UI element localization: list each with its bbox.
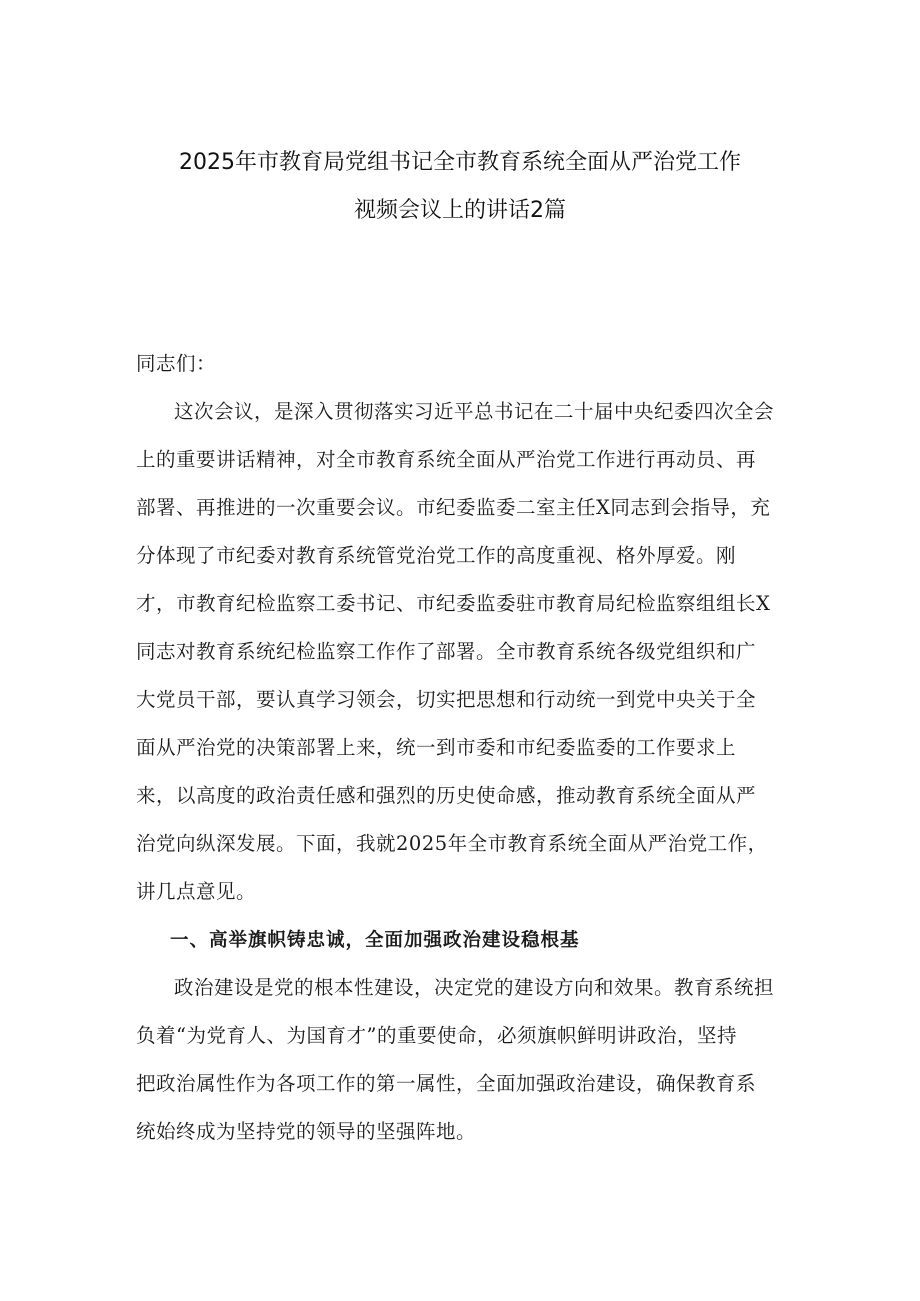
paragraph-line: 同志对教育系统纪检监察工作作了部署。全市教育系统各级党组织和广: [136, 640, 757, 663]
paragraph-line: 来，以高度的政治责任感和强烈的历史使命感，推动教育系统全面从严: [136, 784, 757, 807]
section-heading: 一、高举旗帜铸忠诚，全面加强政治建设稳根基: [170, 930, 580, 951]
paragraph-line: 这次会议，是深入贯彻落实习近平总书记在二十届中央纪委四次全会: [174, 400, 775, 423]
paragraph-line: 统始终成为坚持党的领导的坚强阵地。: [136, 1120, 477, 1143]
document-title-line-2: 视频会议上的讲话2篇: [354, 198, 566, 223]
paragraph-line: 部署、再推进的一次重要会议。市纪委监委二室主任X同志到会指导，充: [136, 496, 771, 519]
paragraph-line: 政治建设是党的根本性建设，决定党的建设方向和效果。教育系统担: [174, 976, 775, 999]
paragraph-line: 分体现了市纪委对教育系统管党治党工作的高度重视、格外厚爱。刚: [136, 544, 737, 567]
paragraph-line: 把政治属性作为各项工作的第一属性，全面加强政治建设，确保教育系: [136, 1072, 757, 1095]
paragraph-line: 才，市教育纪检监察工委书记、市纪委监委驻市教育局纪检监察组组长X: [136, 592, 771, 615]
paragraph-line: 面从严治党的决策部署上来，统一到市委和市纪委监委的工作要求上: [136, 736, 737, 759]
paragraph-line: 上的重要讲话精神，对全市教育系统全面从严治党工作进行再动员、再: [136, 448, 757, 471]
paragraph-line: 治党向纵深发展。下面，我就2025年全市教育系统全面从严治党工作，: [136, 832, 768, 855]
salutation: 同志们：: [136, 352, 217, 375]
paragraph-line: 讲几点意见。: [136, 880, 257, 903]
paragraph-line: 负着“为党育人、为国育才”的重要使命，必须旗帜鲜明讲政治，坚持: [136, 1024, 737, 1047]
document-title-line-1: 2025年市教育局党组书记全市教育系统全面从严治党工作: [179, 150, 741, 175]
paragraph-line: 大党员干部，要认真学习领会，切实把思想和行动统一到党中央关于全: [136, 688, 757, 711]
